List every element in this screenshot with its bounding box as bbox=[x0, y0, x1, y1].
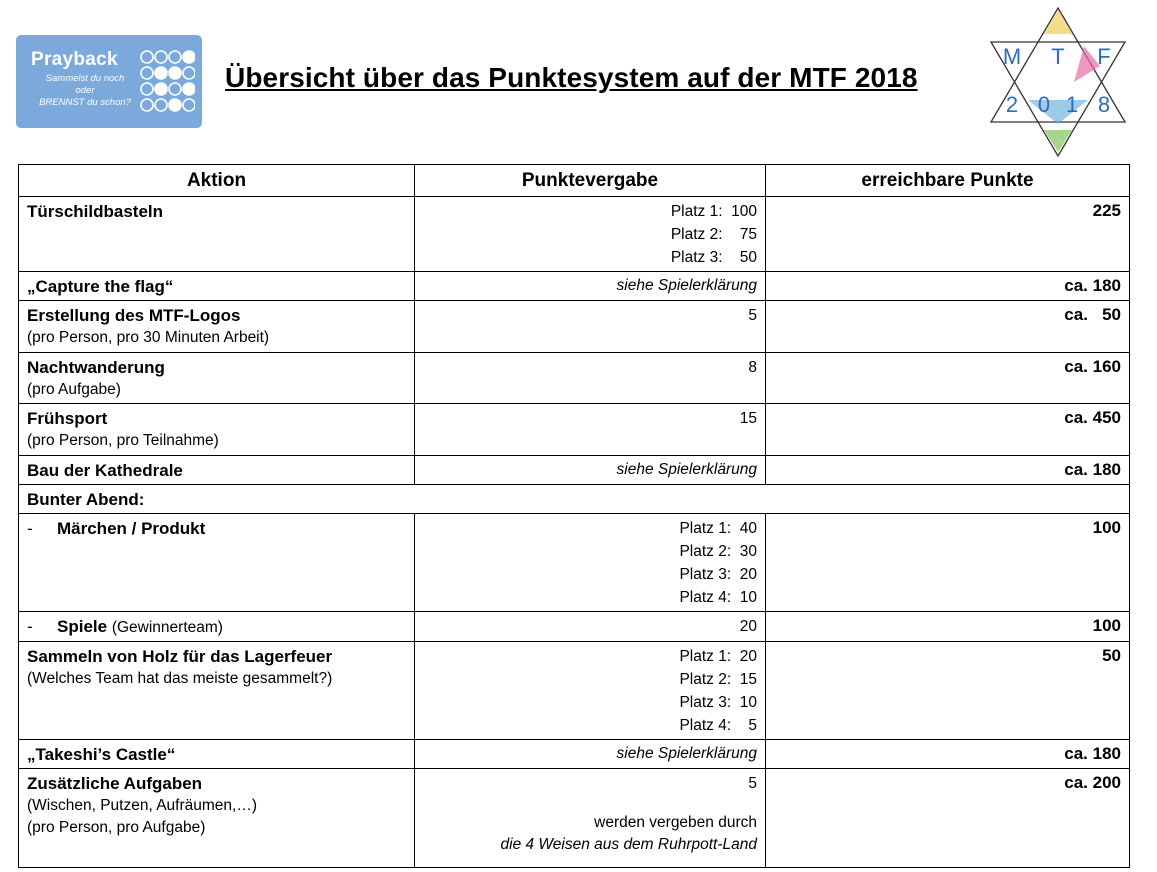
action-cell bbox=[19, 612, 415, 642]
action-cell bbox=[19, 301, 415, 353]
mtf-star-emblem-icon bbox=[988, 6, 1128, 158]
table-row bbox=[19, 272, 1130, 301]
points-cell: 100 bbox=[766, 514, 1130, 612]
list-dash: - bbox=[27, 617, 33, 636]
logo-tagline bbox=[26, 73, 144, 109]
award-line: Platz 1: 100 bbox=[670, 203, 757, 220]
award-value: 15 bbox=[739, 410, 757, 427]
action-name bbox=[27, 518, 406, 540]
emblem-letter: M bbox=[1002, 44, 1022, 69]
award-cell bbox=[415, 404, 766, 456]
action-cell bbox=[19, 404, 415, 456]
award-line: Platz 3: 50 bbox=[670, 249, 757, 266]
action-cell bbox=[19, 197, 415, 272]
logo-tagline-line: Sammelst du noch bbox=[45, 73, 125, 84]
table-row bbox=[19, 353, 1130, 404]
award-cell bbox=[415, 612, 766, 642]
award-cell bbox=[415, 769, 766, 868]
table-row bbox=[19, 642, 1130, 740]
action-name: Zusätzliche Aufgaben bbox=[27, 774, 203, 793]
action-note: (pro Aufgabe) bbox=[27, 381, 121, 398]
page-title: Übersicht über das Punktesystem auf der MTF 2018 bbox=[225, 62, 918, 93]
award-line: Platz 2: 75 bbox=[670, 226, 757, 243]
award-line: Platz 1: 20 bbox=[679, 648, 757, 665]
table-row bbox=[19, 612, 1130, 642]
action-name: „Takeshi’s Castle“ bbox=[27, 745, 176, 764]
action-note: (Wischen, Putzen, Aufräumen,…) bbox=[27, 797, 258, 814]
column-header-aktion: Aktion bbox=[19, 165, 415, 197]
table-row bbox=[19, 301, 1130, 353]
award-line: Platz 4: 10 bbox=[679, 589, 757, 606]
dot-grid-icon bbox=[139, 49, 195, 113]
award-note: siehe Spielerklärung bbox=[616, 461, 757, 478]
logo-tagline-line: BRENNST du schon? bbox=[39, 97, 131, 108]
points-cell: ca. 180 bbox=[766, 740, 1130, 769]
award-value: 8 bbox=[748, 359, 757, 376]
award-note: die 4 Weisen aus dem Ruhrpott-Land bbox=[500, 836, 757, 853]
table-row bbox=[19, 769, 1130, 868]
award-line: Platz 1: 40 bbox=[679, 520, 757, 537]
action-cell bbox=[19, 740, 415, 769]
award-note: siehe Spielerklärung bbox=[616, 277, 757, 294]
action-name bbox=[27, 616, 406, 639]
emblem-letter: 0 bbox=[1037, 92, 1051, 117]
points-cell: ca. 180 bbox=[766, 456, 1130, 485]
award-value: 5 bbox=[748, 775, 757, 792]
award-cell bbox=[415, 642, 766, 740]
points-cell: 100 bbox=[766, 612, 1130, 642]
award-cell bbox=[415, 272, 766, 301]
award-value: 5 bbox=[748, 307, 757, 324]
award-cell bbox=[415, 456, 766, 485]
emblem-letter: T bbox=[1051, 44, 1065, 69]
award-cell bbox=[415, 740, 766, 769]
points-cell: ca. 160 bbox=[766, 353, 1130, 404]
award-value: 20 bbox=[739, 618, 757, 635]
award-cell bbox=[415, 514, 766, 612]
emblem-letter: 8 bbox=[1097, 92, 1111, 117]
action-name: Erstellung des MTF-Logos bbox=[27, 306, 241, 325]
action-note: (pro Person, pro Teilnahme) bbox=[27, 432, 219, 449]
points-cell: ca. 200 bbox=[766, 769, 1130, 868]
award-line: werden vergeben durch bbox=[594, 814, 757, 831]
table-row bbox=[19, 197, 1130, 272]
award-cell bbox=[415, 301, 766, 353]
table-row bbox=[19, 404, 1130, 456]
points-cell: ca. 50 bbox=[766, 301, 1130, 353]
action-cell bbox=[19, 514, 415, 612]
award-line: Platz 2: 15 bbox=[679, 671, 757, 688]
action-note: (pro Person, pro 30 Minuten Arbeit) bbox=[27, 329, 270, 346]
action-name: Türschildbasteln bbox=[27, 202, 164, 221]
action-cell bbox=[19, 769, 415, 868]
points-table bbox=[18, 164, 1130, 868]
column-header-erreichbare-punkte: erreichbare Punkte bbox=[766, 165, 1130, 197]
award-note: siehe Spielerklärung bbox=[616, 745, 757, 762]
action-cell bbox=[19, 353, 415, 404]
table-row bbox=[19, 514, 1130, 612]
points-cell: ca. 450 bbox=[766, 404, 1130, 456]
prayback-logo bbox=[16, 35, 202, 128]
award-line: Platz 3: 10 bbox=[679, 694, 757, 711]
points-cell: 225 bbox=[766, 197, 1130, 272]
table-row bbox=[19, 740, 1130, 769]
logo-tagline-line: oder bbox=[75, 85, 95, 96]
points-cell: 50 bbox=[766, 642, 1130, 740]
list-dash: - bbox=[27, 519, 33, 538]
table-header-row bbox=[19, 165, 1130, 197]
award-line: Platz 4: 5 bbox=[679, 717, 757, 734]
award-cell bbox=[415, 197, 766, 272]
column-header-punktevergabe: Punktevergabe bbox=[415, 165, 766, 197]
action-name: Frühsport bbox=[27, 409, 108, 428]
emblem-letter: F bbox=[1097, 44, 1111, 69]
table-row bbox=[19, 456, 1130, 485]
logo-name: Prayback bbox=[31, 49, 118, 70]
section-cell bbox=[19, 485, 1130, 514]
action-note: (Gewinnerteam) bbox=[111, 619, 223, 636]
action-name: „Capture the flag“ bbox=[27, 277, 174, 296]
action-cell bbox=[19, 456, 415, 485]
action-name: Sammeln von Holz für das Lagerfeuer bbox=[27, 647, 333, 666]
award-line: Platz 3: 20 bbox=[679, 566, 757, 583]
action-note: (pro Person, pro Aufgabe) bbox=[27, 819, 206, 836]
action-label: Spiele bbox=[57, 617, 108, 636]
points-cell: ca. 180 bbox=[766, 272, 1130, 301]
action-cell bbox=[19, 642, 415, 740]
emblem-letter: 2 bbox=[1005, 92, 1019, 117]
action-note: (Welches Team hat das meiste gesammelt?) bbox=[27, 670, 333, 687]
action-cell bbox=[19, 272, 415, 301]
action-label: Märchen / Produkt bbox=[57, 519, 206, 538]
award-cell bbox=[415, 353, 766, 404]
section-heading: Bunter Abend: bbox=[27, 490, 145, 509]
table-row bbox=[19, 485, 1130, 514]
emblem-letter: 1 bbox=[1065, 92, 1079, 117]
action-name: Nachtwanderung bbox=[27, 358, 165, 377]
award-line: Platz 2: 30 bbox=[679, 543, 757, 560]
action-name: Bau der Kathedrale bbox=[27, 461, 183, 480]
